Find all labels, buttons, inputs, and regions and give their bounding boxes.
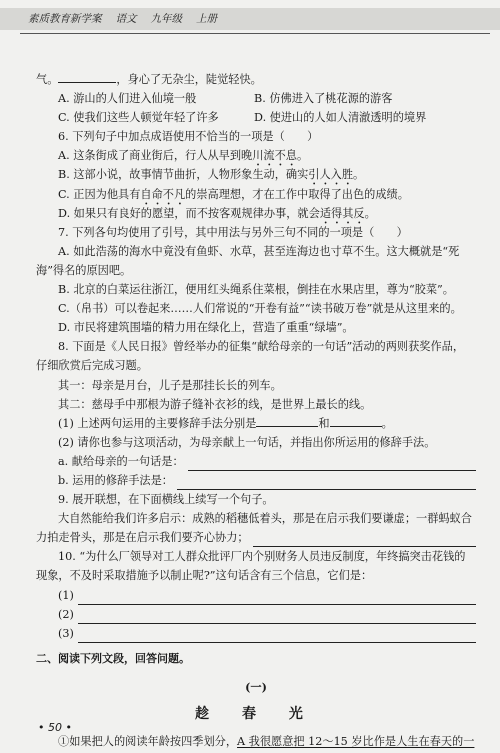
q8-sub1-blank-1[interactable] bbox=[256, 414, 318, 427]
q9-line1: 大自然能给我们许多启示：成熟的稻穗低着头，那是在启示我们要谦虚；一群蚂蚁合 bbox=[58, 512, 472, 526]
q8-item-1: 其一：母亲是月台，儿子是那挂长长的列车。 bbox=[58, 378, 282, 392]
header-series: 素质教育新学案 bbox=[28, 13, 102, 25]
q9-line2: 力拍走骨头，那是在启示我们要齐心协力； bbox=[36, 528, 476, 547]
q8-sub2b: b. 运用的修辞手法是： bbox=[36, 471, 476, 490]
q5-option-d: D. 使进山的人如人清澈透明的境界 bbox=[254, 111, 427, 125]
q8-sub2b-answer-line[interactable] bbox=[177, 475, 476, 490]
q10-item-3: (3) bbox=[36, 624, 476, 643]
q10-item-2: (2) bbox=[36, 605, 476, 624]
q5-stem-end: 气。 ，身心了无杂尘，陡觉轻快。 bbox=[36, 70, 476, 89]
q5-options-row-2 bbox=[36, 108, 476, 127]
q7-option-c: C.（帛书）可以卷起来……人们常说的“开卷有益”“读书破万卷”就是从这里来的。 bbox=[58, 302, 462, 316]
passage-number: (一) bbox=[245, 679, 267, 694]
page-content bbox=[36, 70, 476, 751]
q5-option-b: B. 仿佛进入了桃花源的游客 bbox=[254, 92, 393, 106]
q10-stem-line2: 现象，不及时采取措施予以制止呢?”这句话含有三个信息，它们是： bbox=[36, 569, 373, 583]
q10-answer-line-1[interactable] bbox=[78, 590, 476, 605]
q6-option-a: A. 这条街成了商业街后，行人从早到晚川流不息。 bbox=[58, 149, 309, 163]
q7-stem: 7. 下列各句均使用了引号，其中用法与另外三句不同的一项是（ ） bbox=[58, 225, 408, 239]
header-grade: 九年级 bbox=[150, 13, 182, 25]
q5-options-row-1 bbox=[36, 89, 476, 108]
q9-answer-line[interactable] bbox=[253, 532, 476, 547]
q8-sub2a: a. 献给母亲的一句话是： bbox=[36, 452, 476, 471]
q5-option-a: A. 游山的人们进入仙境一般 bbox=[58, 92, 197, 106]
q6-option-c: C. 正因为他具有自命不凡的崇高理想，才在工作中取得了出色的成绩。 bbox=[58, 187, 409, 201]
header-text bbox=[28, 11, 217, 26]
q7-option-b: B. 北京的白菜运往浙江，便用红头绳系住菜根，倒挂在水果店里，尊为“胶菜”。 bbox=[58, 283, 454, 297]
q10-answer-line-2[interactable] bbox=[78, 609, 476, 624]
header-divider bbox=[20, 33, 490, 34]
q8-stem-line2: 仔细欣赏后完成习题。 bbox=[36, 359, 148, 373]
q7-option-d: D. 市民将建筑围墙的精力用在绿化上，营造了重重“绿墙”。 bbox=[58, 321, 354, 335]
q8-sub1-blank-2[interactable] bbox=[330, 414, 382, 427]
page-header bbox=[0, 0, 500, 38]
q9-stem: 9. 展开联想，在下面横线上续写一个句子。 bbox=[58, 493, 274, 507]
q5-blank[interactable] bbox=[58, 70, 116, 83]
header-subject: 语文 bbox=[115, 13, 137, 25]
q10-stem-line1: 10. “为什么厂领导对工人群众批评厂内个别财务人员违反制度，年终搞突击花钱的 bbox=[58, 550, 466, 564]
page-number: • 50 • bbox=[38, 721, 72, 734]
q8-item-2: 其二：慈母手中那根为游子缝补衣衫的线，是世界上最长的线。 bbox=[58, 397, 372, 411]
q10-item-1: (1) bbox=[36, 586, 476, 605]
q6-stem: 6. 下列句子中加点成语使用不恰当的一项是（ ） bbox=[58, 130, 319, 144]
q10-answer-line-3[interactable] bbox=[78, 628, 476, 643]
q8-sub2: (2) 请你也参与这项活动，为母亲献上一句话，并指出你所运用的修辞手法。 bbox=[58, 435, 436, 449]
q6-option-d: D. 如果只有良好的愿望，而不按客观规律办事，就会适得其反。 bbox=[58, 206, 376, 220]
passage-first-line: ①如果把人的阅读年龄按四季划分，A 我很愿意把 12～15 岁比作是人生在春天的一 bbox=[58, 735, 475, 749]
q7-option-a-line2: 海”得名的原因吧。 bbox=[36, 263, 132, 277]
q6-option-b: B. 这部小说，故事情节曲折，人物形象生动，确实引人入胜。 bbox=[58, 168, 365, 182]
q8-stem-line1: 8. 下面是《人民日报》曾经举办的征集“献给母亲的一句话”活动的两则获奖作品， bbox=[58, 340, 465, 354]
section-2-heading: 二、阅读下列文段，回答问题。 bbox=[36, 651, 190, 665]
q5-option-c: C. 使我们这些人顿觉年轻了许多 bbox=[58, 111, 219, 125]
header-volume: 上册 bbox=[196, 13, 217, 25]
q8-sub1: (1) 上述两句运用的主要修辞手法分别是 和 。 bbox=[36, 414, 476, 433]
passage-title: 趁 春 光 bbox=[195, 706, 317, 722]
q8-sub2a-answer-line[interactable] bbox=[188, 456, 476, 471]
q7-option-a-line1: A. 如此浩荡的海水中竟没有鱼虾、水草，甚至连海边也寸草不生。这大概就是“死 bbox=[58, 244, 460, 258]
